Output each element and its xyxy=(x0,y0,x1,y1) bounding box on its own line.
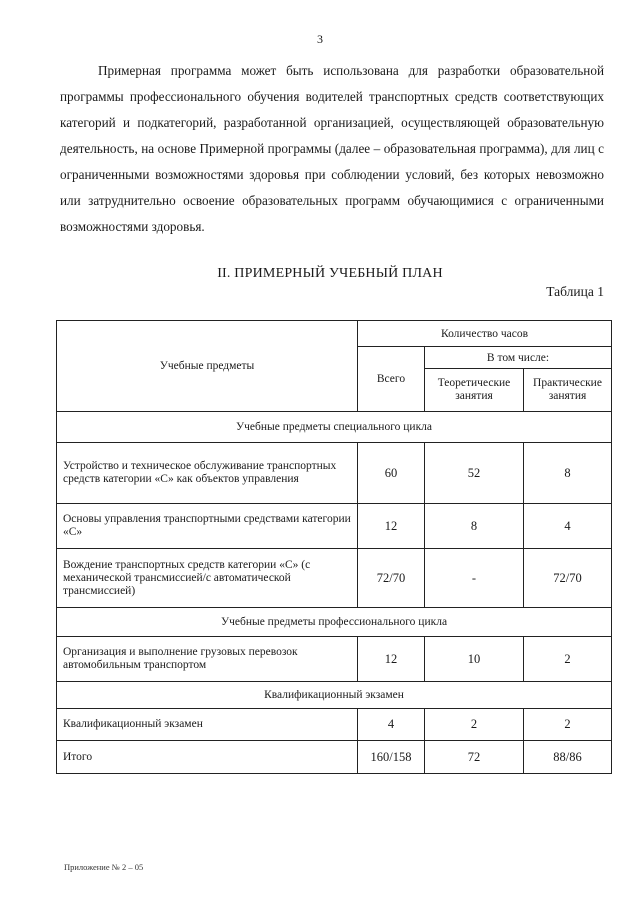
header-practice: Практические занятия xyxy=(524,369,612,412)
subject-cell: Организация и выполнение грузовых перевозок автомобильным транспортом xyxy=(57,637,358,682)
total-cell: 60 xyxy=(358,443,425,504)
total-cell: 72/70 xyxy=(358,549,425,608)
theory-cell: 10 xyxy=(425,637,524,682)
footer-appendix: Приложение № 2 – 05 xyxy=(64,862,144,872)
subject-cell: Квалификационный экзамен xyxy=(57,709,358,741)
header-hours: Количество часов xyxy=(358,321,612,347)
table-row xyxy=(57,637,612,682)
intro-paragraph: Примерная программа может быть использована для разработки образовательной программы профессионального обучения водителей транспортных средств соответствующих категорий и подкатегорий, разработанной организацией, осуществляющей образовательную деятельность, на основе Примерной программы (далее – образовательная программа), для лиц с ограниченными возможностями здоровья при соблюдении условий, без которых невозможно или затруднительно освоение образовательных программ обучающимися с ограниченными возможностями здоровья. xyxy=(60,63,604,234)
section-title: II. ПРИМЕРНЫЙ УЧЕБНЫЙ ПЛАН xyxy=(217,266,443,281)
subject-cell: Устройство и техническое обслуживание транспортных средств категории «С» как объектов управления xyxy=(57,443,358,504)
practice-cell: 8 xyxy=(524,443,612,504)
subject-cell: Вождение транспортных средств категории «С» (с механической трансмиссией/с автоматической трансмиссией) xyxy=(57,549,358,608)
table-caption: Таблица 1 xyxy=(546,284,604,299)
subject-cell: Основы управления транспортными средствами категории «С» xyxy=(57,504,358,549)
practice-cell: 88/86 xyxy=(524,741,612,774)
table-row xyxy=(57,549,612,608)
theory-cell: 52 xyxy=(425,443,524,504)
section-special-row: Учебные предметы специального цикла xyxy=(57,412,612,443)
total-cell: 160/158 xyxy=(358,741,425,774)
section-exam-row: Квалификационный экзамен xyxy=(57,682,612,709)
header-subjects: Учебные предметы xyxy=(57,321,358,412)
total-cell: 12 xyxy=(358,504,425,549)
practice-cell: 2 xyxy=(524,709,612,741)
header-theory: Теоретические занятия xyxy=(425,369,524,412)
table-row xyxy=(57,709,612,741)
total-row xyxy=(57,741,612,774)
practice-cell: 4 xyxy=(524,504,612,549)
total-cell: 4 xyxy=(358,709,425,741)
curriculum-table xyxy=(56,320,612,774)
theory-cell: 8 xyxy=(425,504,524,549)
header-including: В том числе: xyxy=(425,347,612,369)
theory-cell: - xyxy=(425,549,524,608)
table-row xyxy=(57,443,612,504)
total-cell: 12 xyxy=(358,637,425,682)
section-professional-row: Учебные предметы профессионального цикла xyxy=(57,608,612,637)
subject-cell: Итого xyxy=(57,741,358,774)
page-number: 3 xyxy=(317,32,323,46)
header-total: Всего xyxy=(358,347,425,412)
practice-cell: 72/70 xyxy=(524,549,612,608)
theory-cell: 2 xyxy=(425,709,524,741)
practice-cell: 2 xyxy=(524,637,612,682)
table-row xyxy=(57,504,612,549)
theory-cell: 72 xyxy=(425,741,524,774)
